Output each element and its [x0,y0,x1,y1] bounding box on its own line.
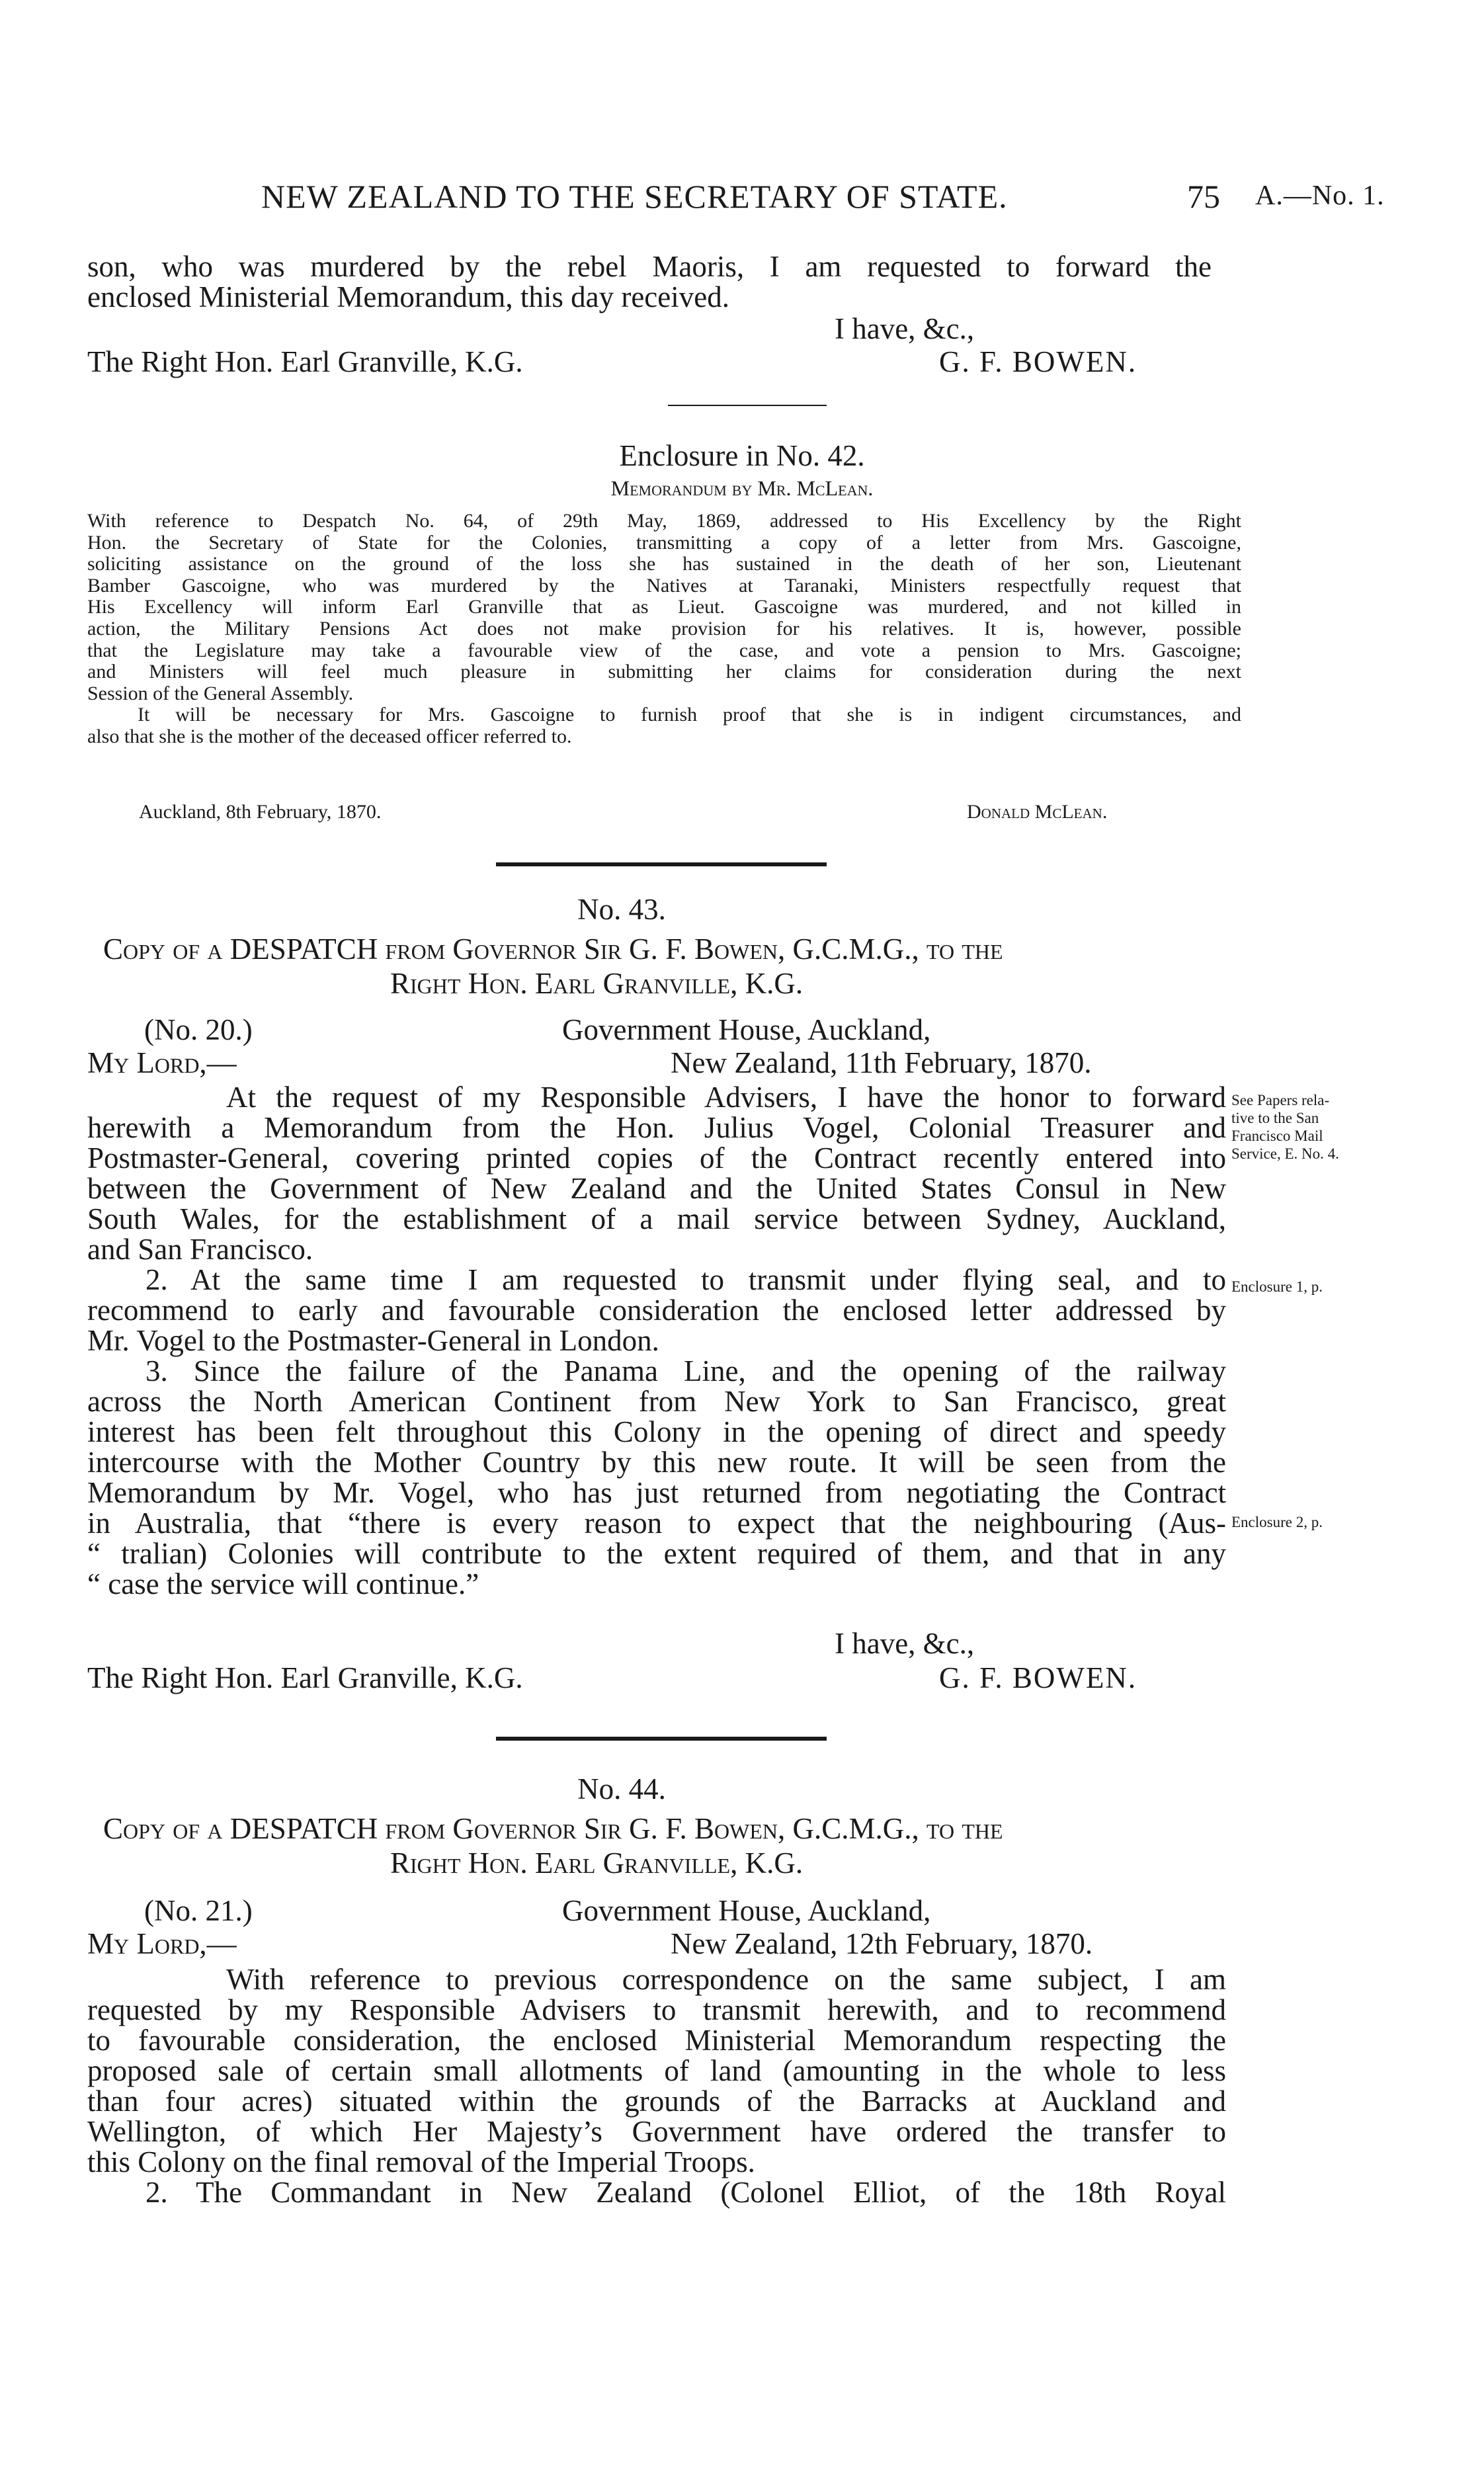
text-line: “ case the service will continue.” [87,1567,479,1600]
signature: G. F. BOWEN. [939,345,1137,378]
text-line: With reference to Despatch No. 64, of 29th May, 1869, addressed to His Excellency by the Right [87,510,1241,532]
text-line: Wellington, of which Her Majesty’s Government have ordered the transfer to [87,2115,1226,2148]
text-line: Memorandum by Mr. Vogel, who has just returned from negotiating the Contract [87,1476,1226,1509]
text-line: interest has been felt throughout this Colony in the opening of direct and speedy [87,1415,1226,1448]
salutation: My Lord,— [87,1927,237,1960]
text-line: than four acres) situated within the grounds of the Barracks at Auckland and [87,2085,1226,2118]
text-line: intercourse with the Mother Country by this new route. It will be seen from the [87,1446,1226,1479]
divider [668,405,827,406]
despatch-heading: Right Hon. Earl Granville, K.G. [390,1846,804,1880]
enclosure-subtitle: Memorandum by Mr. McLean. [610,476,874,500]
divider [496,862,827,866]
despatch-heading: Copy of a DESPATCH from Governor Sir G. F. Bowen, G.C.M.G., to the [103,932,1003,966]
text-line: With reference to previous correspondence on the same subject, I am [226,1963,1226,1996]
despatch-ref: (No. 20.) [144,1013,253,1046]
salutation: My Lord,— [87,1046,237,1079]
margin-note: Enclosure 1, p. [1231,1278,1323,1295]
closing: I have, &c., [835,312,975,345]
text-line: action, the Military Pensions Act does not make provision for his relatives. It is, however, possible [87,617,1241,640]
text-line: soliciting assistance on the ground of the loss she has sustained in the death of her son, Lieutenant [87,553,1241,575]
text-line: 3. Since the failure of the Panama Line, and the opening of the railway [145,1354,1226,1387]
memorandum-text [87,511,1241,748]
signature: Donald McLean. [967,801,1108,823]
text-line: Mr. Vogel to the Postmaster-General in London. [87,1324,659,1357]
text-line: herewith a Memorandum from the Hon. Julius Vogel, Colonial Treasurer and [87,1111,1226,1144]
addressee: The Right Hon. Earl Granville, K.G. [87,1661,523,1694]
margin-note: Francisco Mail [1231,1128,1323,1144]
text-line: to favourable consideration, the enclosed Ministerial Memorandum respecting the [87,2024,1226,2057]
place-date: Auckland, 8th February, 1870. [139,801,382,823]
text-line: 2. The Commandant in New Zealand (Colonel Elliot, of the 18th Royal [145,2176,1226,2209]
address-line: New Zealand, 12th February, 1870. [671,1927,1093,1960]
text-line: Session of the General Assembly. [87,682,354,704]
text-line: also that she is the mother of the deceased officer referred to. [87,725,572,747]
text-line: proposed sale of certain small allotments of land (amounting in the whole to less [87,2054,1226,2087]
addressee: The Right Hon. Earl Granville, K.G. [87,345,523,378]
paper-number: A.—No. 1. [1255,181,1385,211]
margin-note: Enclosure 2, p. [1231,1514,1323,1530]
page-number: 75 [1187,178,1220,215]
margin-note: tive to the San [1231,1110,1319,1126]
text-line: enclosed Ministerial Memorandum, this day received. [87,280,729,313]
text-line: His Excellency will inform Earl Granville that as Lieut. Gascoigne was murdered, and not killed in [87,596,1241,618]
despatch-heading: Copy of a DESPATCH from Governor Sir G. F. Bowen, G.C.M.G., to the [103,1812,1003,1845]
text-line: “ tralian) Colonies will contribute to the extent required of them, and that in any [87,1537,1226,1570]
address-line: Government House, Auckland, [562,1013,931,1046]
margin-note: Service, E. No. 4. [1231,1145,1339,1162]
intro-paragraph [87,251,1212,312]
enclosure-title: Enclosure in No. 42. [619,439,865,472]
despatch-body [87,1964,1226,2208]
text-line: Postmaster-General, covering printed copies of the Contract recently entered into [87,1141,1226,1175]
text-line: across the North American Continent from New York to San Francisco, great [87,1385,1226,1418]
text-line: son, who was murdered by the rebel Maoris, I am requested to forward the [87,250,1212,283]
text-line: that the Legislature may take a favourable view of the case, and vote a pension to Mrs. Gascoigne; [87,639,1241,661]
address-line: New Zealand, 11th February, 1870. [671,1046,1092,1079]
text-line: 2. At the same time I am requested to transmit under flying seal, and to [145,1263,1226,1296]
text-line: and Ministers will feel much pleasure in submitting her claims for consideration during the next [87,661,1241,683]
text-line: South Wales, for the establishment of a mail service between Sydney, Auckland, [87,1202,1226,1235]
text-line: and San Francisco. [87,1233,313,1266]
text-line: between the Government of New Zealand and the United States Consul in New [87,1172,1226,1205]
signature: G. F. BOWEN. [939,1661,1137,1694]
running-title: NEW ZEALAND TO THE SECRETARY OF STATE. [261,178,1008,215]
address-line: Government House, Auckland, [562,1894,931,1927]
text-line: this Colony on the final removal of the Imperial Troops. [87,2145,755,2178]
despatch-ref: (No. 21.) [144,1894,253,1927]
despatch-heading: Right Hon. Earl Granville, K.G. [390,967,804,1000]
text-line: recommend to early and favourable consideration the enclosed letter addressed by [87,1294,1226,1327]
closing: I have, &c., [835,1627,975,1660]
margin-note: See Papers rela- [1231,1092,1330,1108]
text-line: requested by my Responsible Advisers to transmit herewith, and to recommend [87,1993,1226,2026]
text-line: Bamber Gascoigne, who was murdered by the Natives at Taranaki, Ministers respectfully request that [87,574,1241,597]
despatch-number: No. 44. [577,1772,666,1805]
despatch-number: No. 43. [577,893,666,926]
text-line: At the request of my Responsible Advisers, I have the honor to forward [226,1081,1226,1114]
divider [496,1737,827,1741]
text-line: It will be necessary for Mrs. Gascoigne to furnish proof that she is in indigent circumstances, and [138,704,1241,726]
text-line: in Australia, that “there is every reason to expect that the neighbouring (Aus- [87,1507,1226,1540]
text-line: Hon. the Secretary of State for the Colonies, transmitting a copy of a letter from Mrs. Gascoigne, [87,531,1241,554]
despatch-body [87,1082,1226,1599]
